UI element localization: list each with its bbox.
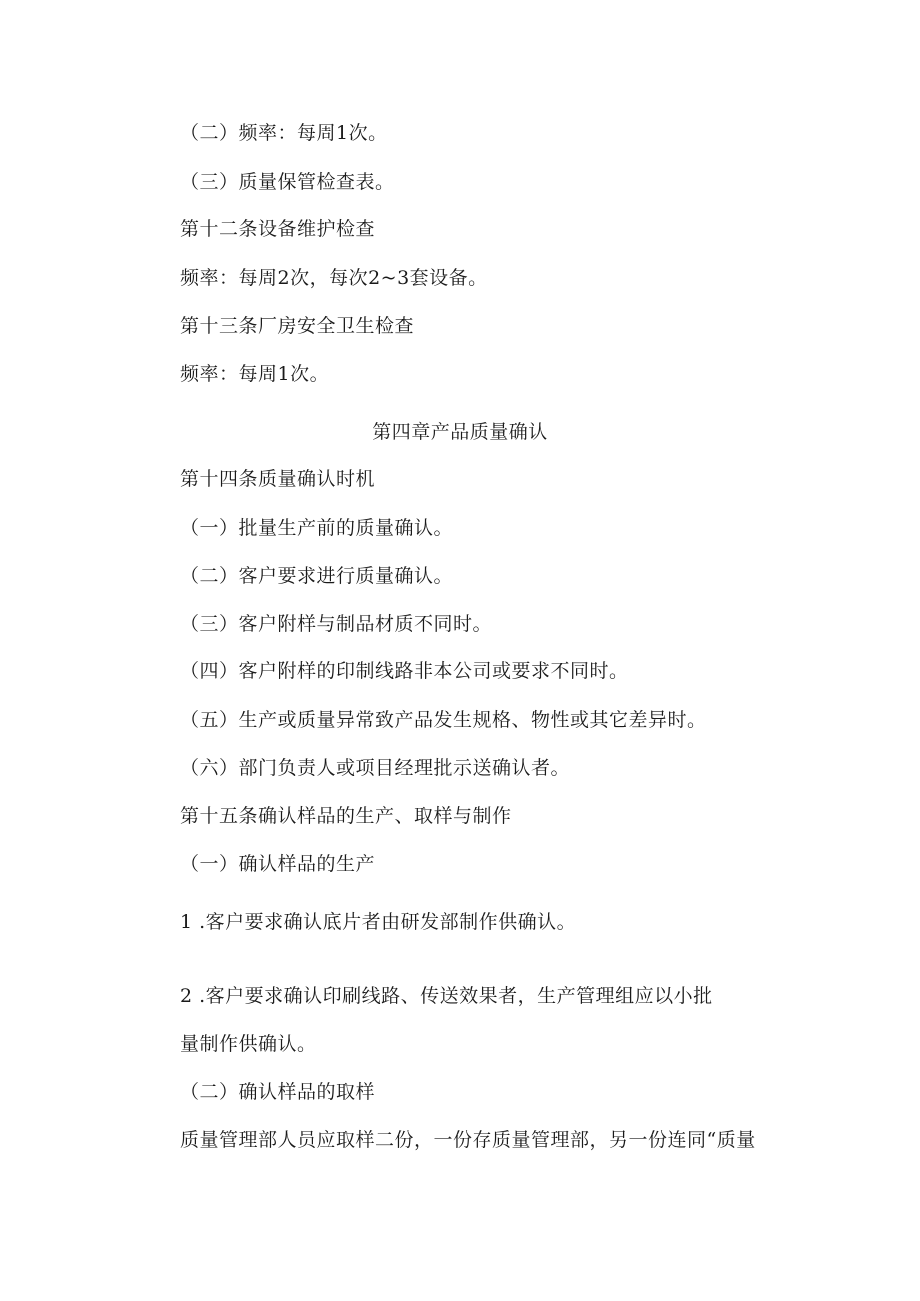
article-14-heading: 第十四条质量确认时机 [180, 468, 376, 490]
article-14-item-1: （一）批量生产前的质量确认。 [180, 517, 454, 539]
article-15-subitem-2: 2 .客户要求确认印刷线路、传送效果者，生产管理组应以小批 [180, 985, 713, 1007]
article-15-subitem-2-continued: 量制作供确认。 [180, 1033, 317, 1055]
article-13-heading: 第十三条厂房安全卫生检查 [180, 315, 415, 337]
article-12-frequency: 频率：每周2次，每次2~3套设备。 [180, 267, 488, 289]
article-14-item-6: （六）部门负责人或项目经理批示送确认者。 [180, 757, 571, 779]
item-frequency-weekly-once: （二）频率：每周1次。 [180, 122, 388, 144]
chapter-4-title: 第四章产品质量确认 [372, 421, 548, 443]
article-15-item-1: （一）确认样品的生产 [180, 853, 376, 875]
sampling-paragraph: 质量管理部人员应取样二份，一份存质量管理部，另一份连同“质量 [180, 1129, 756, 1151]
article-13-frequency: 频率：每周1次。 [180, 363, 330, 385]
article-14-item-5: （五）生产或质量异常致产品发生规格、物性或其它差异时。 [180, 709, 707, 731]
article-14-item-3: （三）客户附样与制品材质不同时。 [180, 613, 493, 635]
article-14-item-4: （四）客户附样的印制线路非本公司或要求不同时。 [180, 660, 629, 682]
article-15-heading: 第十五条确认样品的生产、取样与制作 [180, 805, 512, 827]
article-12-heading: 第十二条设备维护检查 [180, 218, 376, 240]
item-quality-storage-checklist: （三）质量保管检查表。 [180, 171, 395, 193]
article-14-item-2: （二）客户要求进行质量确认。 [180, 565, 454, 587]
article-15-subitem-1: 1 .客户要求确认底片者由研发部制作供确认。 [180, 911, 577, 933]
article-15-item-2: （二）确认样品的取样 [180, 1081, 376, 1103]
